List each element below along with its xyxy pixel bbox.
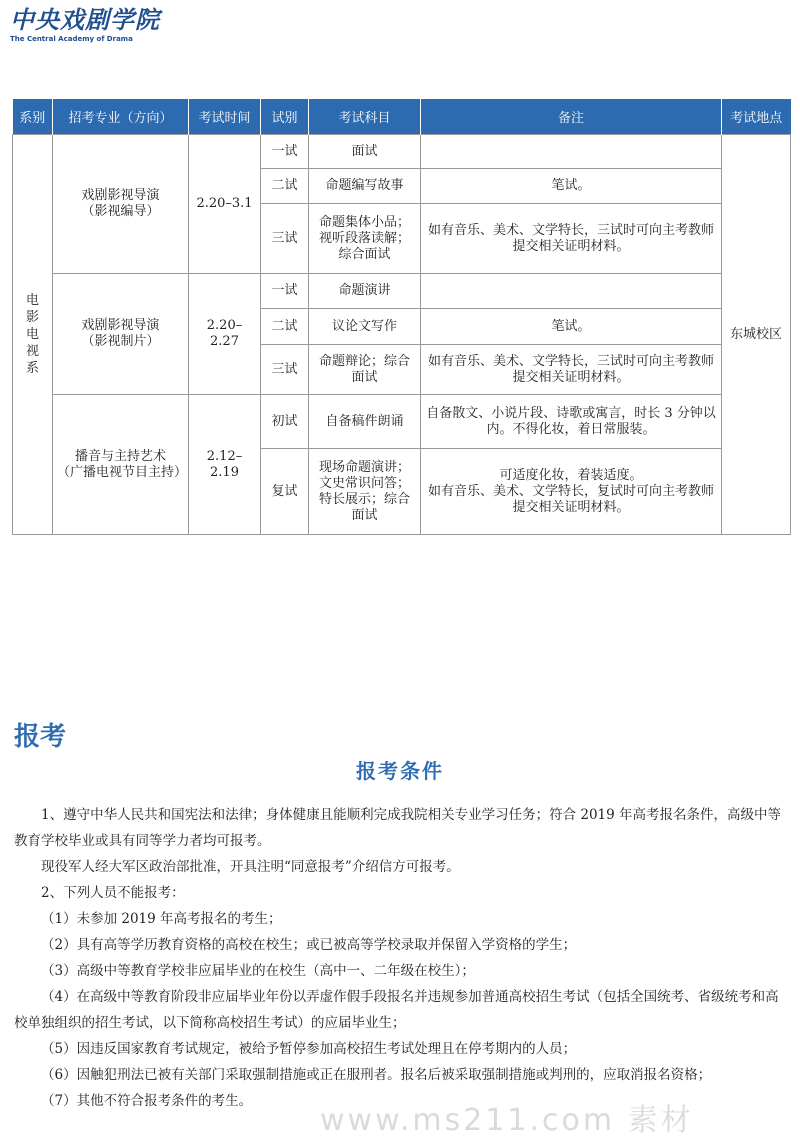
paragraph: 现役军人经大军区政治部批准，开具注明“同意报考”介绍信方可报考。 — [41, 859, 460, 875]
major-cell — [53, 395, 189, 535]
paragraph: （4）在高级中等教育阶段非应届毕业年份以弄虚作假手段报名并违规参加普通高校招生考试（包括全国统考、省级统考和高校单独组织的招生考试，以下简称高校招生考试）的应届毕业生； — [14, 989, 779, 1031]
subject: 议论文写作 — [309, 309, 421, 345]
remark — [421, 135, 722, 169]
round: 二试 — [261, 309, 309, 345]
department-cell — [13, 135, 53, 535]
paragraph: （7）其他不符合报考条件的考生。 — [41, 1093, 253, 1109]
watermark: www.ms211.com 素材 — [320, 1103, 694, 1138]
remark: 如有音乐、美术、文学特长，三试时可向主考教师提交相关证明材料。 — [421, 345, 722, 395]
exam-time: 2.12–2.19 — [189, 395, 261, 535]
header-subject: 考试科目 — [309, 99, 421, 135]
major-name: 戏剧影视导演 — [81, 188, 160, 203]
header-remark: 备注 — [421, 99, 722, 135]
subject: 自备稿件朗诵 — [309, 395, 421, 449]
remark-line: 可适度化妆，着装适度。 — [499, 467, 643, 483]
round: 三试 — [261, 345, 309, 395]
section-subtitle: 报考条件 — [356, 759, 444, 783]
round: 二试 — [261, 169, 309, 204]
section-title: 报考 — [14, 722, 67, 752]
round: 三试 — [261, 204, 309, 274]
remark: 自备散文、小说片段、诗歌或寓言，时长 3 分钟以内。不得化妆，着日常服装。 — [421, 395, 722, 449]
header-time: 考试时间 — [189, 99, 261, 135]
logo-chinese: 中央戏剧学院 — [10, 5, 160, 34]
round: 初试 — [261, 395, 309, 449]
round: 一试 — [261, 274, 309, 309]
remark: 笔试。 — [421, 169, 722, 204]
conditions-text — [14, 802, 790, 1114]
subject: 命题集体小品；视听段落读解；综合面试 — [309, 204, 421, 274]
location-cell: 东城校区 — [722, 135, 791, 535]
round: 复试 — [261, 449, 309, 535]
major-name: 播音与主持艺术 — [74, 448, 166, 464]
table-row — [13, 274, 791, 309]
subject: 命题编写故事 — [309, 169, 421, 204]
logo-english: The Central Academy of Drama — [10, 35, 133, 43]
header-round: 试别 — [261, 99, 309, 135]
paragraph: 1、遵守中华人民共和国宪法和法律；身体健康且能顺利完成我院相关专业学习任务；符合 2019 年高考报名条件，高级中等教育学校毕业或具有同等学力者均可报考。 — [14, 807, 782, 849]
paragraph: （6）因触犯刑法已被有关部门采取强制措施或正在服刑者。报名后被采取强制措施或判刑的，应取消报名资格； — [41, 1067, 712, 1083]
subject: 命题演讲 — [309, 274, 421, 309]
paragraph: （2）具有高等学历教育资格的高校在校生；或已被高等学校录取并保留入学资格的学生； — [41, 937, 577, 953]
department-name: 电影电视系 — [25, 293, 39, 376]
remark — [421, 274, 722, 309]
header-major: 招考专业（方向） — [53, 99, 189, 135]
remark: 如有音乐、美术、文学特长，三试时可向主考教师提交相关证明材料。 — [421, 204, 722, 274]
paragraph: （3）高级中等教育学校非应届毕业的在校生（高中一、二年级在校生）； — [41, 963, 475, 979]
exam-schedule-table — [12, 99, 791, 535]
subject: 面试 — [309, 135, 421, 169]
paragraph: （5）因违反国家教育考试规定，被给予暂停参加高校招生考试处理且在停考期内的人员； — [41, 1041, 577, 1057]
major-name: 戏剧影视导演 — [81, 318, 160, 333]
exam-time: 2.20–3.1 — [189, 135, 261, 274]
table-row — [13, 135, 791, 169]
paragraph: 2、下列人员不能报考： — [41, 885, 185, 901]
table-row — [13, 395, 791, 449]
major-direction: （影视编导） — [81, 204, 160, 219]
major-direction: （影视制片） — [81, 334, 160, 349]
remark — [421, 449, 722, 535]
round: 一试 — [261, 135, 309, 169]
subject: 命题辩论；综合面试 — [309, 345, 421, 395]
remark-line: 如有音乐、美术、文学特长，复试时可向主考教师提交相关证明材料。 — [427, 483, 714, 515]
remark: 笔试。 — [421, 309, 722, 345]
subject: 现场命题演讲；文史常识问答；特长展示；综合面试 — [309, 449, 421, 535]
major-cell — [53, 135, 189, 274]
major-cell — [53, 274, 189, 395]
header-department: 系别 — [13, 99, 53, 135]
major-direction: （广播电视节目主持） — [57, 464, 188, 480]
header-location: 考试地点 — [722, 99, 791, 135]
table-header-row — [13, 99, 791, 135]
paragraph: （1）未参加 2019 年高考报名的考生； — [41, 911, 282, 927]
exam-time: 2.20–2.27 — [189, 274, 261, 395]
academy-logo — [10, 6, 160, 44]
